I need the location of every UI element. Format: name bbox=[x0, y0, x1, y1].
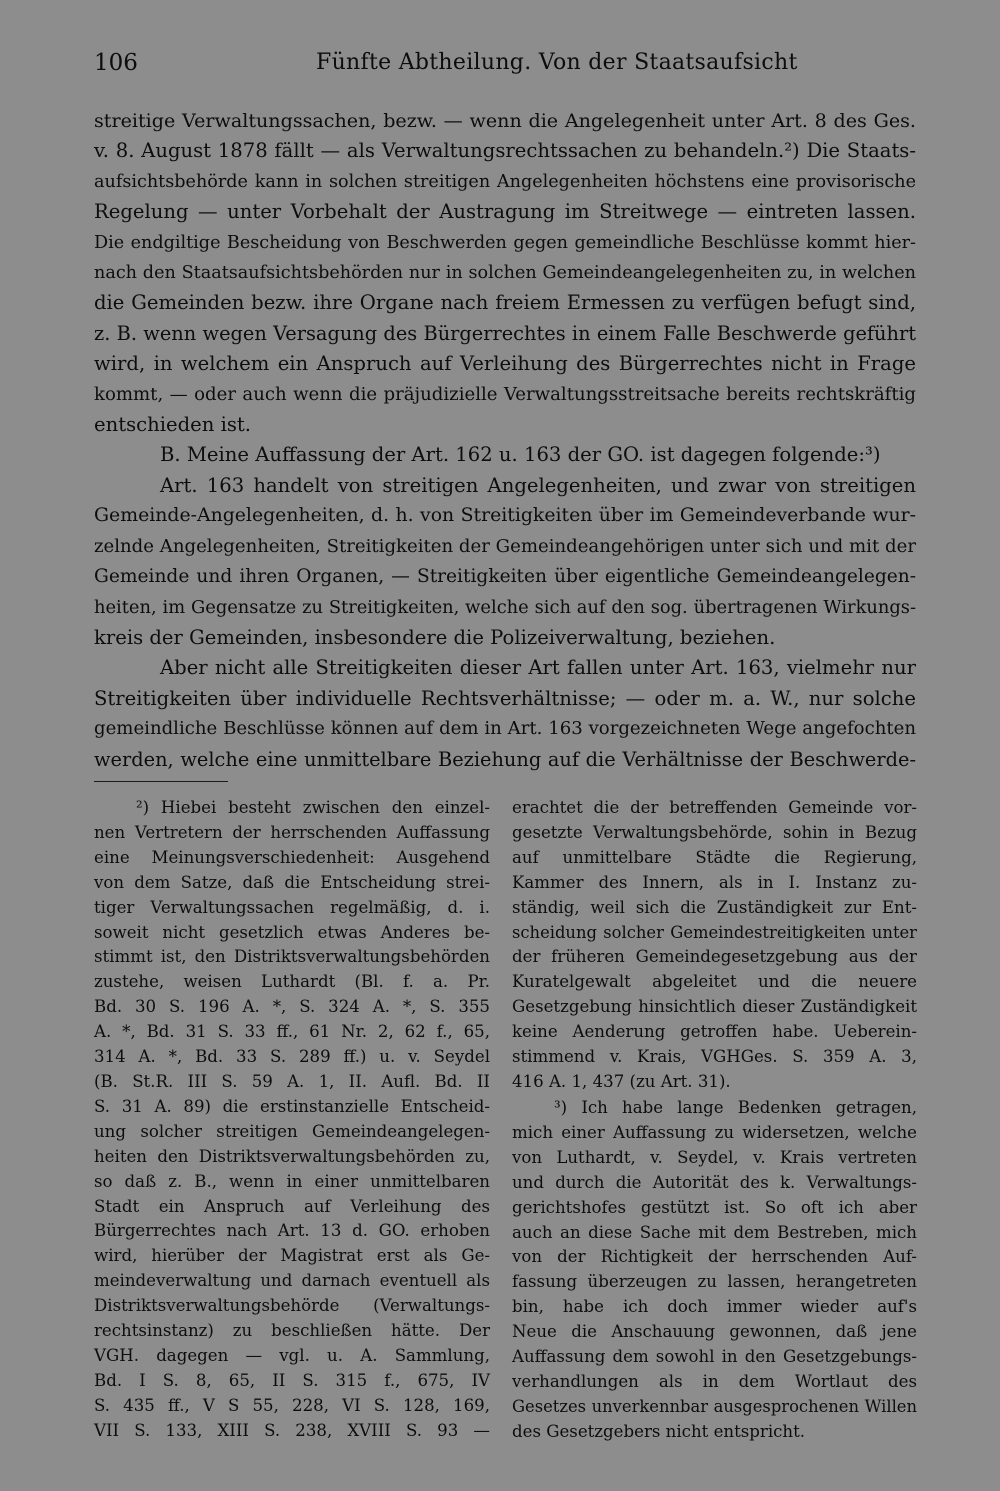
text-line: kommt, — oder auch wenn die präjudizielle Verwaltungsstreitsache bereits rechtskräftig bbox=[94, 383, 916, 405]
footnote-line: des Gesetzgebers nicht entspricht. bbox=[512, 1421, 806, 1441]
footnote-line: VII S. 133, XIII S. 238, XVIII S. 93 — bbox=[94, 1420, 490, 1440]
text-line: gemeindliche Beschlüsse können auf dem in Art. 163 vorgezeichneten Wege angefochten bbox=[94, 718, 916, 740]
text-line: Streitigkeiten über individuelle Rechtsverhältnisse; — oder m. a. W., nur solche bbox=[94, 686, 916, 710]
footnote-line: von dem Satze, daß die Entscheidung strei- bbox=[94, 872, 490, 892]
text-line: wird, in welchem ein Anspruch auf Verleihung des Bürgerrechtes nicht in Frage bbox=[94, 352, 916, 376]
main-text bbox=[94, 106, 916, 775]
footnote-line: zustehe, weisen Luthardt (Bl. f. a. Pr. bbox=[94, 972, 490, 992]
footnote-line: Distriktsverwaltungsbehörde (Verwaltungs- bbox=[94, 1296, 490, 1316]
footnote-line: Stadt ein Anspruch auf Verleihung des bbox=[94, 1196, 490, 1216]
footnote-line: auch an diese Sache mit dem Bestreben, mich bbox=[512, 1222, 917, 1242]
footnote-line: mich einer Auffassung zu widersetzen, welche bbox=[512, 1122, 917, 1142]
text-line: entschieden ist. bbox=[94, 413, 252, 437]
footnote-line: stimmend v. Krais, VGHGes. S. 359 A. 3, bbox=[512, 1047, 917, 1067]
footnote-line: ³) Ich habe lange Bedenken getragen, bbox=[554, 1098, 917, 1117]
text-line: Art. 163 handelt von streitigen Angelegenheiten, und zwar von streitigen bbox=[160, 473, 916, 497]
text-line: nach den Staatsaufsichtsbehörden nur in solchen Gemeindeangelegenheiten zu, in welchen bbox=[94, 263, 916, 284]
footnote-line: A. *, Bd. 31 S. 33 ff., 61 Nr. 2, 62 f., 65, bbox=[94, 1022, 490, 1042]
footnote-line: auf unmittelbare Städte die Regierung, bbox=[512, 847, 917, 867]
footnote-line: erachtet die der betreffenden Gemeinde vor- bbox=[512, 798, 917, 817]
text-line: heiten, im Gegensatze zu Streitigkeiten, welche sich auf den sog. übertragenen Wirkungs- bbox=[94, 596, 916, 618]
footnote-line: S. 31 A. 89) die erstinstanzielle Entscheid- bbox=[94, 1096, 490, 1116]
footnote-line: Bürgerrechtes nach Art. 13 d. GO. erhoben bbox=[94, 1221, 490, 1241]
footnote-line: Bd. 30 S. 196 A. *, S. 324 A. *, S. 355 bbox=[94, 997, 490, 1017]
footnote-line: bin, habe ich doch immer wieder auf's bbox=[512, 1297, 917, 1317]
footnote-line: ²) Hiebei besteht zwischen den einzel- bbox=[136, 798, 490, 817]
footnote-line: von der Richtigkeit der herrschenden Auf- bbox=[512, 1247, 917, 1267]
footnote-line: von Luthardt, v. Seydel, v. Krais vertreten bbox=[512, 1147, 917, 1167]
text-line: zelnde Angelegenheiten, Streitigkeiten der Gemeindeangehörigen unter sich und mit der bbox=[94, 535, 916, 557]
page-number: 106 bbox=[94, 50, 138, 76]
footnote-line: heiten den Distriktsverwaltungsbehörden zu, bbox=[94, 1146, 490, 1166]
footnote-line: (B. St.R. III S. 59 A. 1, II. Aufl. Bd. II bbox=[94, 1071, 490, 1091]
footnote-line: gesetzte Verwaltungsbehörde, sohin in Bezug bbox=[512, 822, 917, 842]
footnote-line: Neue die Anschauung gewonnen, daß jene bbox=[512, 1322, 917, 1342]
footnote-line: und durch die Autorität des k. Verwaltungs- bbox=[512, 1172, 917, 1192]
footnote-line: Gesetzgebung hinsichtlich dieser Zuständigkeit bbox=[512, 997, 917, 1017]
footnote-line: VGH. dagegen — vgl. u. A. Sammlung, bbox=[94, 1345, 490, 1365]
footnote-line: 416 A. 1, 437 (zu Art. 31). bbox=[512, 1071, 731, 1091]
running-head: Fünfte Abtheilung. Von der Staatsaufsicht bbox=[316, 50, 798, 75]
text-line: Die endgiltige Bescheidung von Beschwerden gegen gemeindliche Beschlüsse kommt hier- bbox=[94, 232, 916, 253]
footnote-line: nen Vertretern der herrschenden Auffassung bbox=[94, 822, 490, 842]
footnote-2 bbox=[94, 796, 490, 1444]
footnote-line: keine Aenderung getroffen habe. Ueberein- bbox=[512, 1022, 917, 1042]
footnote-line: Auffassung dem sowohl in den Gesetzgebungs- bbox=[512, 1347, 917, 1367]
footnote-separator bbox=[94, 781, 228, 782]
footnote-line: stimmt ist, den Distriktsverwaltungsbehörden bbox=[94, 947, 490, 967]
text-line: Gemeinde und ihren Organen, — Streitigkeiten über eigentliche Gemeindeangelegen- bbox=[94, 566, 916, 588]
footnote-line: ung solcher streitigen Gemeindeangelegen- bbox=[94, 1121, 490, 1141]
footnote-line: tiger Verwaltungssachen regelmäßig, d. i. bbox=[94, 897, 490, 917]
text-line: z. B. wenn wegen Versagung des Bürgerrechtes in einem Falle Beschwerde geführt bbox=[94, 321, 916, 345]
footnote-line: S. 435 ff., V S 55, 228, VI S. 128, 169, bbox=[94, 1395, 490, 1415]
text-line: Regelung — unter Vorbehalt der Austragung im Streitwege — eintreten lassen. bbox=[94, 200, 916, 224]
footnote-line: fassung überzeugen zu lassen, herangetreten bbox=[512, 1272, 917, 1292]
footnote-line: eine Meinungsverschiedenheit: Ausgehend bbox=[94, 847, 490, 867]
footnote-line: so daß z. B., wenn in einer unmittelbaren bbox=[94, 1171, 490, 1191]
text-line: kreis der Gemeinden, insbesondere die Polizeiverwaltung, beziehen. bbox=[94, 625, 776, 649]
footnote-line: Kuratelgewalt abgeleitet und die neuere bbox=[512, 972, 917, 992]
footnote-line: wird, hierüber der Magistrat erst als Ge- bbox=[94, 1246, 490, 1266]
footnote-line: soweit nicht gesetzlich etwas Anderes be- bbox=[94, 922, 490, 942]
footnote-3 bbox=[512, 1096, 917, 1445]
footnote-line: verhandlungen als in dem Wortlaut des bbox=[512, 1371, 917, 1391]
footnote-line: Kammer des Innern, als in I. Instanz zu- bbox=[512, 872, 917, 892]
text-line: aufsichtsbehörde kann in solchen streitigen Angelegenheiten höchstens eine provisorische bbox=[94, 171, 916, 192]
page-header bbox=[94, 50, 920, 84]
text-line: werden, welche eine unmittelbare Beziehung auf die Verhältnisse der Beschwerde- bbox=[94, 747, 916, 771]
footnote-2-continued bbox=[512, 796, 917, 1095]
section-heading-b: B. Meine Auffassung der Art. 162 u. 163 der GO. ist dagegen folgende:³) bbox=[160, 443, 881, 467]
footnote-line: 314 A. *, Bd. 33 S. 289 ff.) u. v. Seydel bbox=[94, 1047, 490, 1067]
footnote-line: gerichtshofes gestützt ist. So oft ich aber bbox=[512, 1197, 917, 1217]
text-line: v. 8. August 1878 fällt — als Verwaltungsrechtssachen zu behandeln.²) Die Staats- bbox=[94, 139, 916, 163]
footnote-line: ständig, weil sich die Zuständigkeit zur Ent- bbox=[512, 897, 917, 917]
footnote-line: rechtsinstanz) zu beschließen hätte. Der bbox=[94, 1321, 490, 1341]
text-line: Gemeinde-Angelegenheiten, d. h. von Streitigkeiten über im Gemeindeverbande wur- bbox=[94, 505, 916, 527]
footnote-line: meindeverwaltung und darnach eventuell als bbox=[94, 1271, 490, 1291]
text-line: Aber nicht alle Streitigkeiten dieser Art fallen unter Art. 163, vielmehr nur bbox=[160, 656, 916, 680]
footnote-line: Bd. I S. 8, 65, II S. 315 f., 675, IV bbox=[94, 1370, 490, 1390]
footnote-line: scheidung solcher Gemeindestreitigkeiten unter bbox=[512, 922, 917, 942]
text-line: streitige Verwaltungssachen, bezw. — wenn die Angelegenheit unter Art. 8 des Ges. bbox=[94, 109, 916, 132]
footnote-line: Gesetzes unverkennbar ausgesprochenen Willen bbox=[512, 1396, 917, 1416]
text-line: die Gemeinden bezw. ihre Organe nach freiem Ermessen zu verfügen befugt sind, bbox=[94, 291, 916, 315]
footnote-line: der früheren Gemeindegesetzgebung aus der bbox=[512, 947, 917, 967]
